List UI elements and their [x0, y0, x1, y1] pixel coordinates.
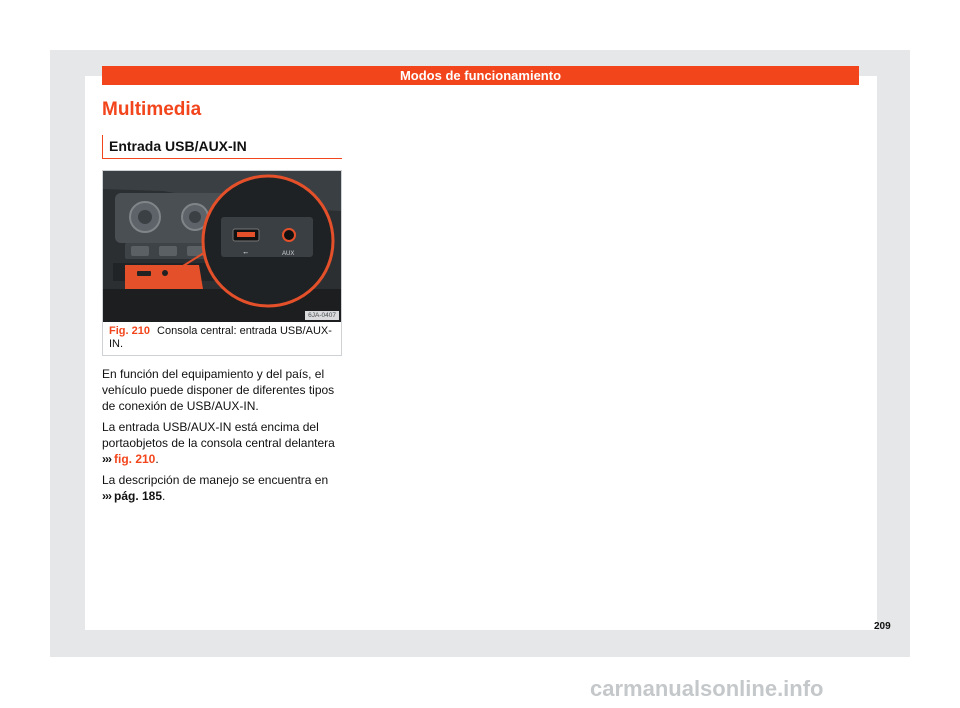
paragraph-3 [102, 472, 346, 504]
paragraph-1: En función del equipamiento y del país, el vehículo puede disponer de diferentes tipos de conexión de USB/AUX-IN. [102, 367, 335, 413]
usb-port-small [137, 271, 151, 276]
figure-number: Fig. 210 [109, 325, 150, 337]
page-number: 209 [874, 621, 891, 632]
orange-storage-tray [125, 265, 203, 289]
paragraph-3-text: La descripción de manejo se encuentra en [102, 473, 329, 487]
page-reference-link[interactable]: pág. 185 [114, 489, 163, 503]
body-text [102, 366, 346, 509]
watermark: carmanualsonline.info [590, 676, 824, 701]
figure-code: 6JA-0407 [305, 311, 339, 320]
paragraph-2-text: La entrada USB/AUX-IN está encima del portaobjetos de la consola central delantera [102, 420, 335, 450]
paragraph-2 [102, 419, 346, 467]
subsection-title: Entrada USB/AUX-IN [102, 135, 342, 159]
center-console-illustration [103, 171, 341, 322]
usb-symbol: ⭪ [243, 249, 249, 257]
figure [102, 170, 342, 356]
section-title: Multimedia [102, 99, 202, 120]
reference-arrow-icon: ››› [102, 452, 111, 466]
aux-label: AUX [282, 251, 295, 257]
figure-reference-link[interactable]: fig. 210 [114, 452, 156, 466]
aux-port-small [162, 270, 168, 276]
figure-illustration [103, 171, 341, 322]
figure-caption-text: Consola central: entrada USB/AUX-IN. [109, 325, 332, 350]
figure-caption [109, 325, 335, 351]
reference-arrow-icon: ››› [102, 489, 111, 503]
paragraph-3-end: . [162, 489, 166, 503]
aux-port [283, 229, 295, 241]
chapter-header: Modos de funcionamiento [102, 66, 859, 85]
paragraph-2-end: . [155, 452, 159, 466]
